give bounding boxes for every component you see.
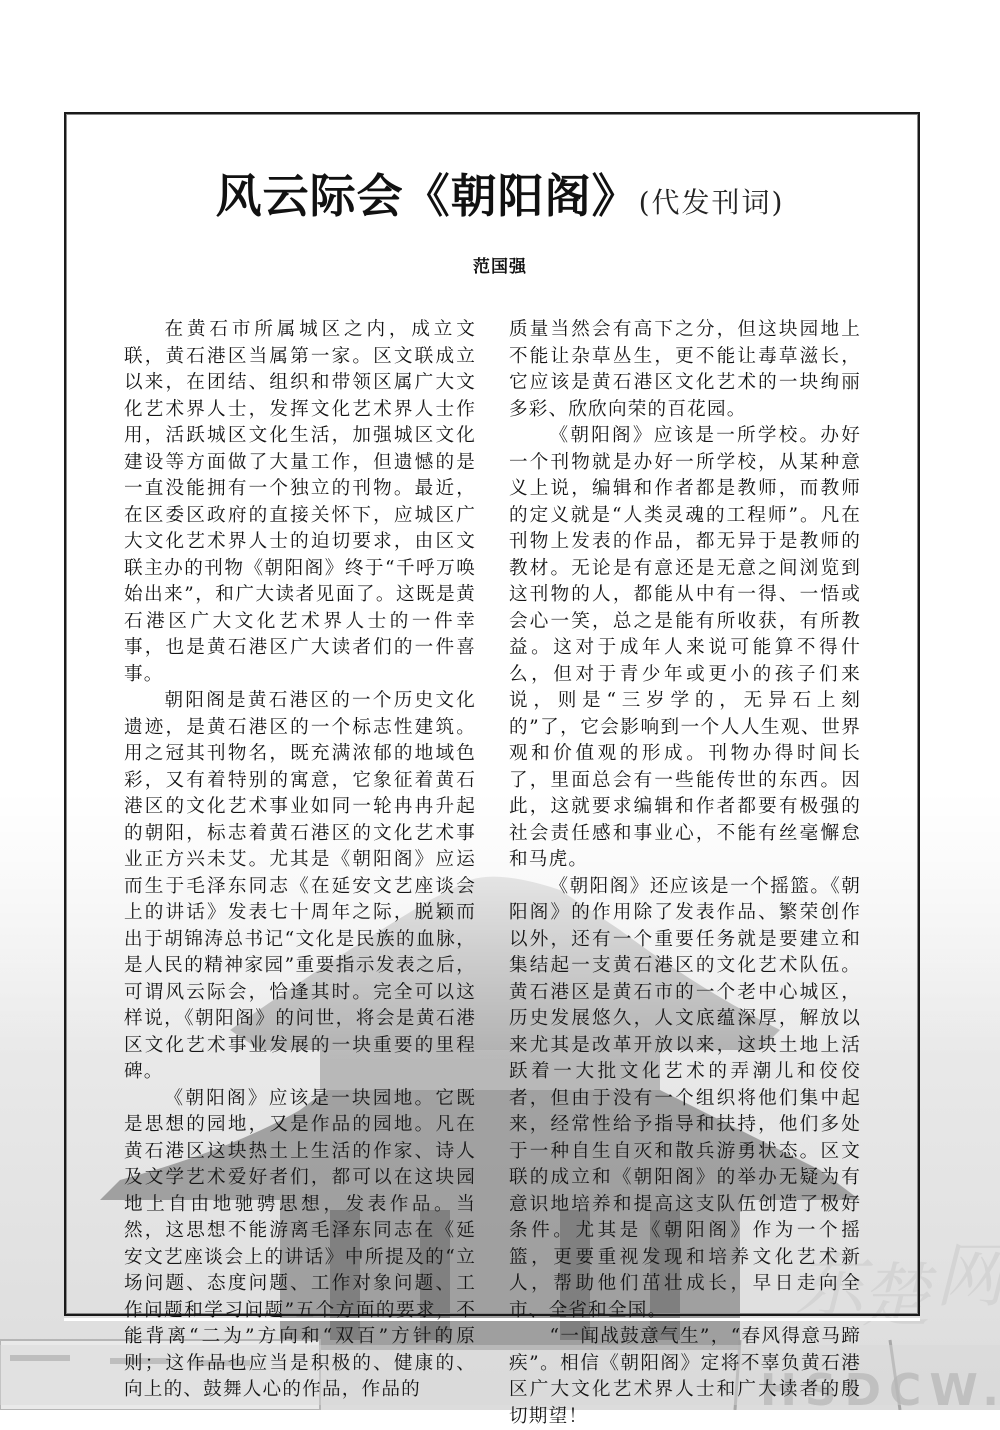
paragraph: 《朝阳阁》还应该是一个摇篮。《朝阳阁》的作用除了发表作品、繁荣创作以外，还有一个重要任务就是要建立和集结起一支黄石港区的文化艺术队伍。黄石港区是黄石市的一个老中心城区，历史发展悠久，人文底蕴深厚，解放以来尤其是改革开放以来，这块土地上活跃着一大批文化艺术的弄潮儿和佼佼者，但由于没有一个组织将他们集中起来，经常性给予指导和扶持，他们多处于一种自生自灭和散兵游勇状态。区文联的成立和《朝阳阁》的举办无疑为有意识地培养和提高这支队伍创造了极好条件。尤其是《朝阳阁》作为一个摇篮，更要重视发现和培养文化艺术新人，帮助他们茁壮成长，早日走向全市、全省和全国。 [509,875,861,1321]
paragraph-continued: 质量当然会有高下之分，但这块园地上不能让杂草丛生，更不能让毒草滋长，它应该是黄石港区文化艺术的一块绚丽多彩、欣欣向荣的百花园。 [509,319,861,420]
text-column-left [124,317,476,1404]
article-subtitle: (代发刊词) [638,186,785,219]
paragraph: 朝阳阁是黄石港区的一个历史文化遗迹，是黄石港区的一个标志性建筑。用之冠其刊物名，既充满浓郁的地域色彩，又有着特别的寓意，它象征着黄石港区的文化艺术事业如同一轮冉冉升起的朝阳，标志着黄石港区的文化艺术事业正方兴未艾。尤其是《朝阳阁》应运而生于毛泽东同志《在延安文艺座谈会上的讲话》发表七十周年之际，脱颖而出于胡锦涛总书记“文化是民族的血脉，是人民的精神家园”重要指示发表之后，可谓风云际会，恰逢其时。完全可以这样说，《朝阳阁》的问世，将会是黄石港区文化艺术事业发展的一块重要的里程碑。 [124,690,476,1082]
text-column-right [509,317,861,1430]
paragraph: 《朝阳阁》应该是一所学校。办好一个刊物就是办好一所学校，从某种意义上说，编辑和作者都是教师，而教师的定义就是“人类灵魂的工程师”。凡在刊物上发表的作品，都无异于是教师的教材。无论是有意还是无意之间浏览到这刊物的人，都能从中有一得、一悟或会心一笑，总之是能有所收获，有所教益。这对于成年人来说可能算不得什么，但对于青少年或更小的孩子们来说，则是“三岁学的，无异石上刻的”了，它会影响到一个人人生观、世界观和价值观的形成。刊物办得时间长了，里面总会有一些能传世的东西。因此，这就要求编辑和作者都要有极强的社会责任感和事业心，不能有丝毫懈怠和马虎。 [509,425,861,870]
paragraph: 在黄石市所属城区之内，成立文联，黄石港区当属第一家。区文联成立以来，在团结、组织和带领区属广大文化艺术界人士，发挥文化艺术界人士作用，活跃城区文化生活，加强城区文化建设等方面做了大量工作，但遗憾的是一直没能拥有一个独立的刊物。最近，在区委区政府的直接关怀下，应城区广大文化艺术界人士的迫切要求，由区文联主办的刊物《朝阳阁》终于“千呼万唤始出来”，和广大读者见面了。这既是黄石港区广大文化艺术界人士的一件幸事，也是黄石港区广大读者们的一件喜事。 [124,319,476,685]
article-author: 范国强 [473,257,527,277]
article-title-block [0,160,1000,226]
paragraph: 《朝阳阁》应该是一块园地。它既是思想的园地，又是作品的园地。凡在黄石港区这块热土上生活的作家、诗人及文学艺术爱好者们，都可以在这块园地上自由地驰骋思想，发表作品。当然，这思想不能游离毛泽东同志在《延安文艺座谈会上的讲话》中所提及的“立场问题、态度问题、工作对象问题、工作问题和学习问题”五个方面的要求，不能背离“二为”方向和“双百”方针的原则；这作品也应当是积极的、健康的、向上的、鼓舞人心的作品，作品的 [124,1087,476,1400]
paragraph: “一闻战鼓意气生”，“春风得意马蹄疾”。相信《朝阳阁》定将不辜负黄石港区广大文化艺术界人士和广大读者的殷切期望！ [509,1326,861,1427]
article-title: 风云际会《朝阳阁》 [215,169,639,223]
